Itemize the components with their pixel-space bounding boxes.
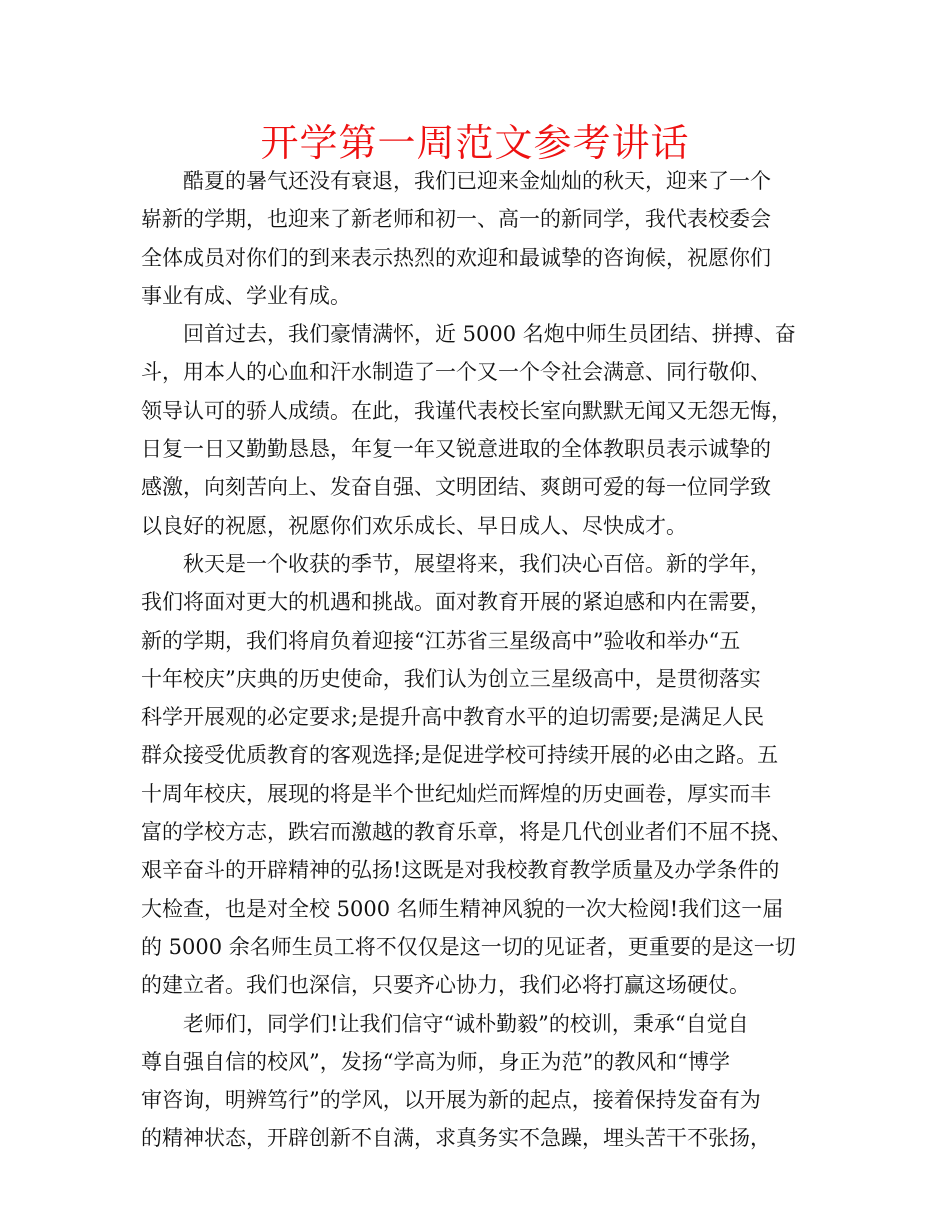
text-line: 艰辛奋斗的开辟精神的弘扬!这既是对我校教育教学质量及办学条件的 bbox=[141, 858, 780, 883]
text-line: 十周年校庆，展现的将是半个世纪灿烂而辉煌的历史画卷，厚实而丰 bbox=[141, 781, 771, 806]
text-line: 尊自强自信的校风”，发扬“学高为师，身正为范”的教风和“博学 bbox=[141, 1049, 730, 1074]
text-line: 大检查，也是对全校 5000 名师生精神风貌的一次大检阅!我们这一届 bbox=[141, 896, 784, 921]
text-line: 富的学校方志，跌宕而激越的教育乐章，将是几代创业者们不屈不挠、 bbox=[141, 820, 792, 845]
text-line: 秋天是一个收获的季节，展望将来，我们决心百倍。新的学年， bbox=[183, 551, 771, 576]
text-line: 群众接受优质教育的客观选择;是促进学校可持续开展的必由之路。五 bbox=[141, 743, 779, 768]
text-line: 老师们，同学们!让我们信守“诚朴勤毅”的校训，秉承“自觉自 bbox=[183, 1011, 749, 1036]
text-line: 审咨询，明辨笃行”的学风，以开展为新的起点，接着保持发奋有为 bbox=[141, 1088, 761, 1113]
paragraph-4 bbox=[141, 1005, 829, 1158]
text-line: 以良好的祝愿，祝愿你们欢乐成长、早日成人、尽快成才。 bbox=[141, 513, 687, 538]
text-line: 的 5000 余名师生员工将不仅仅是这一切的见证者，更重要的是这一切 bbox=[141, 934, 796, 959]
document-title: 开学第一周范文参考讲话 bbox=[260, 121, 690, 165]
text-line: 全体成员对你们的到来表示热烈的欢迎和最诚挚的咨询候，祝愿你们 bbox=[141, 245, 771, 270]
text-line: 十年校庆”庆典的历史使命，我们认为创立三星级高中，是贯彻落实 bbox=[141, 666, 761, 691]
text-line: 感激，向刻苦向上、发奋自强、文明团结、爽朗可爱的每一位同学致 bbox=[141, 475, 771, 500]
text-line: 科学开展观的必定要求;是提升高中教育水平的迫切需要;是满足人民 bbox=[141, 705, 765, 730]
text-line: 酷夏的暑气还没有衰退，我们已迎来金灿灿的秋天，迎来了一个 bbox=[183, 169, 771, 193]
text-line: 我们将面对更大的机遇和挑战。面对教育开展的紧迫感和内在需要， bbox=[141, 590, 771, 615]
text-line: 领导认可的骄人成绩。在此，我谨代表校长室向默默无闻又无怨无悔， bbox=[141, 398, 792, 423]
text-line: 的精神状态，开辟创新不自满，求真务实不急躁，埋头苦干不张扬， bbox=[141, 1126, 771, 1151]
text-line: 事业有成、学业有成。 bbox=[141, 283, 351, 308]
paragraph-2 bbox=[141, 315, 829, 545]
text-line: 的建立者。我们也深信，只要齐心协力，我们必将打赢这场硬仗。 bbox=[141, 973, 750, 998]
document-body bbox=[141, 162, 829, 1158]
text-line: 崭新的学期，也迎来了新老师和初一、高一的新同学，我代表校委会 bbox=[141, 207, 771, 232]
text-line: 新的学期，我们将肩负着迎接“江苏省三星级高中”验收和举办“五 bbox=[141, 628, 741, 653]
text-line: 回首过去，我们豪情满怀，近 5000 名炮中师生员团结、拼搏、奋 bbox=[183, 322, 796, 347]
text-line: 日复一日又勤勤恳恳，年复一年又锐意进取的全体教职员表示诚挚的 bbox=[141, 437, 771, 462]
paragraph-1 bbox=[141, 162, 829, 315]
paragraph-3 bbox=[141, 545, 829, 1005]
text-line: 斗，用本人的心血和汗水制造了一个又一个令社会满意、同行敬仰、 bbox=[141, 360, 771, 385]
